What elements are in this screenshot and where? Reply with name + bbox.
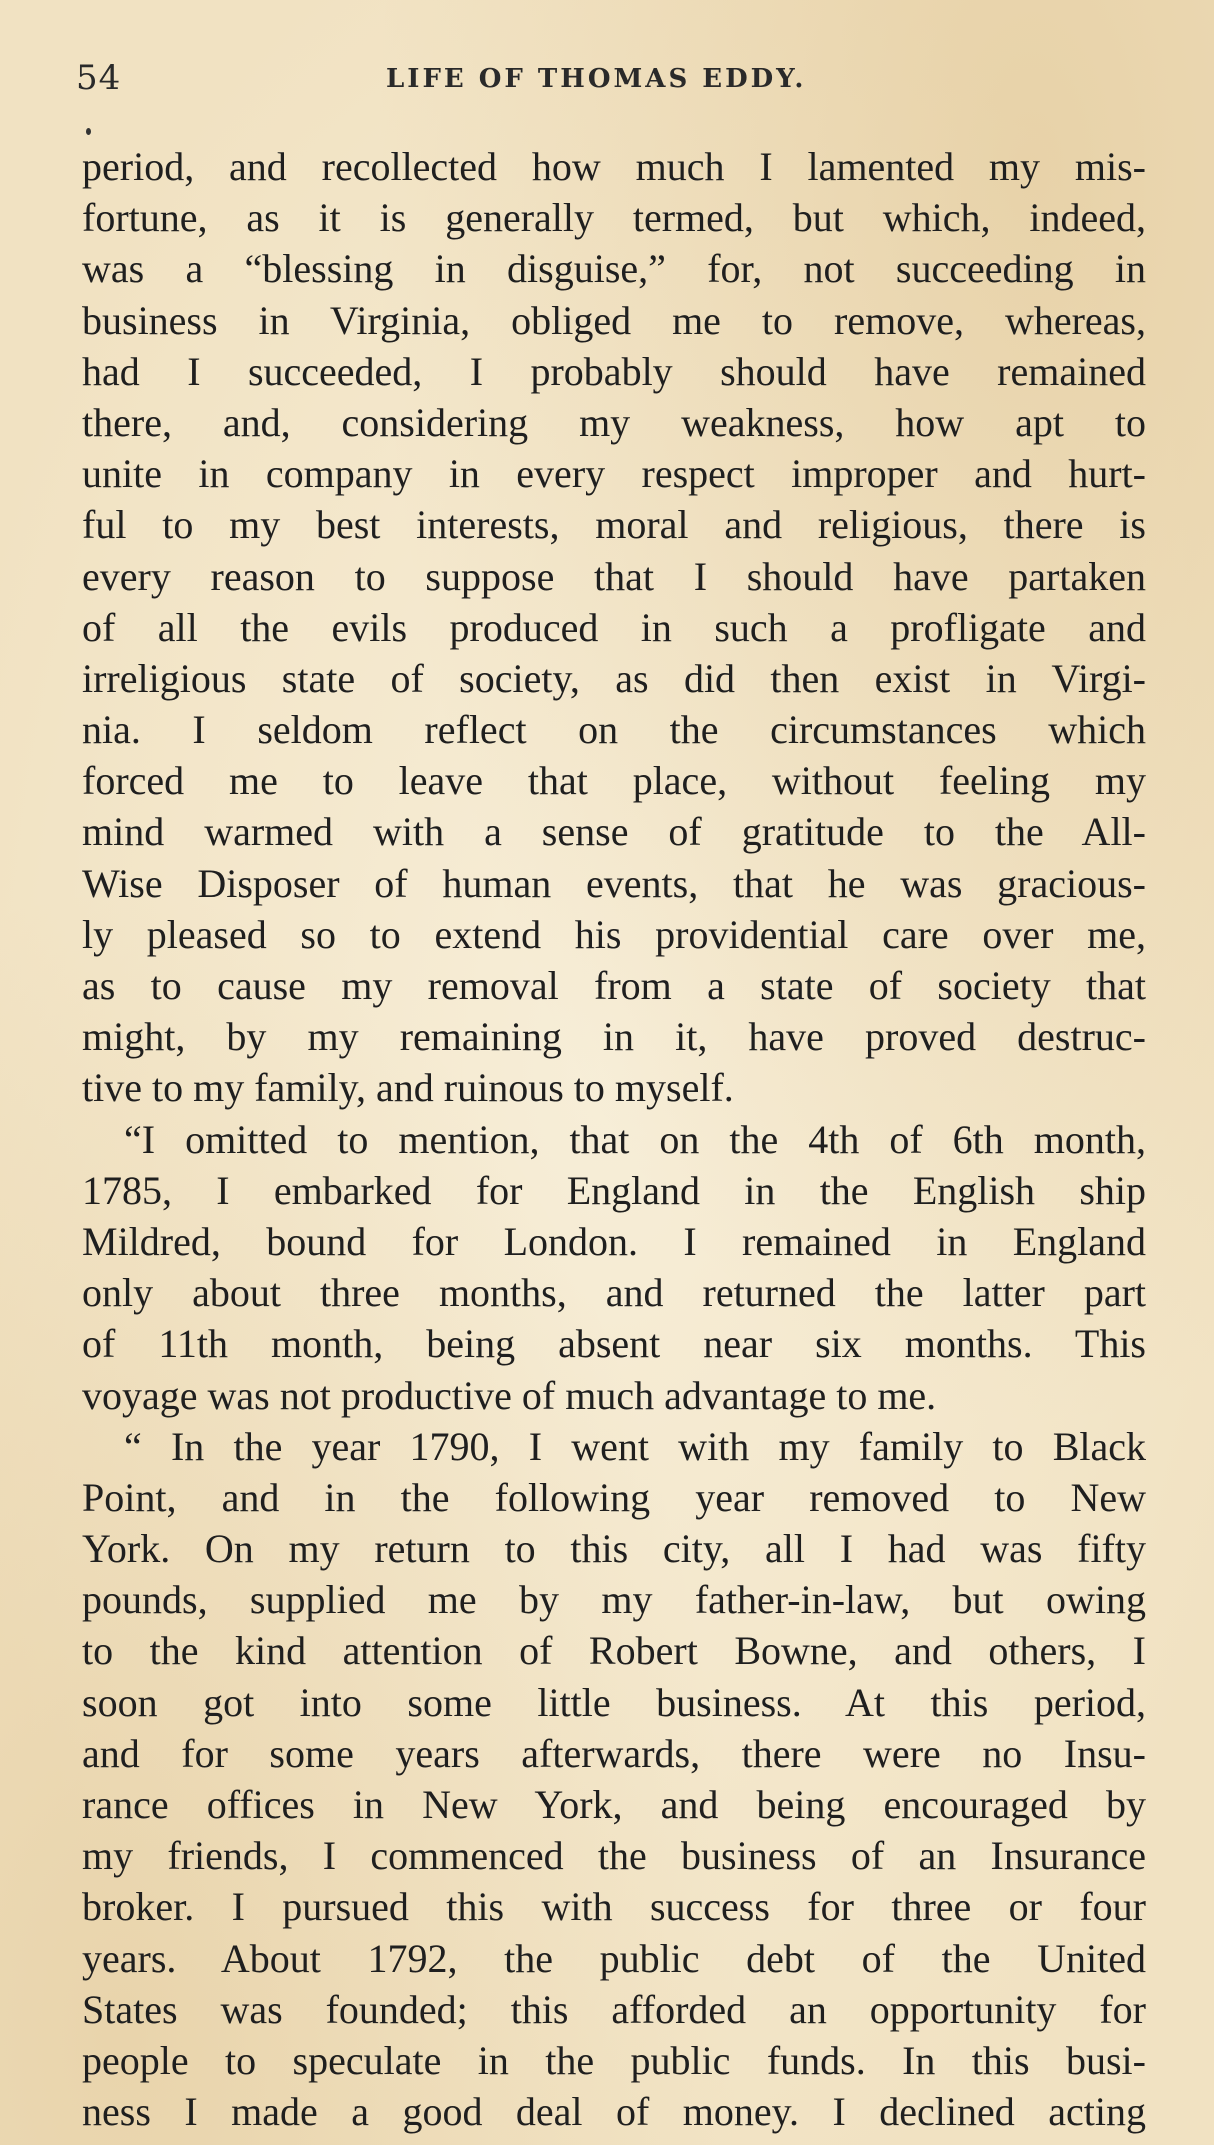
text-line: as to cause my removal from a state of society that [82,963,1146,1008]
text-line: period, and recollected how much I lamented my mis- [82,144,1146,189]
text-line: ness I made a good deal of money. I declined acting [82,2089,1146,2135]
book-title: LIFE OF THOMAS EDDY. [386,64,807,94]
text-line: voyage was not productive of much advantage to me. [82,1372,937,1418]
text-line: unite in company in every respect improper and hurt- [82,451,1146,497]
text-line: ful to my best interests, moral and religious, there is [82,502,1146,548]
text-line: forced me to leave that place, without feeling my [82,758,1146,804]
text-line: years. About 1792, the public debt of the United [82,1935,1146,1981]
text-line: tive to my family, and ruinous to myself. [82,1065,734,1111]
text-line: was a “blessing in disguise,” for, not succeeding in [82,246,1146,292]
text-line: York. On my return to this city, all I had was fifty [82,1526,1146,1572]
text-line: mind warmed with a sense of gratitude to the All- [82,809,1146,855]
text-line: my friends, I commenced the business of an Insurance [82,1833,1146,1879]
text-line: “ In the year 1790, I went with my family to Black [124,1423,1146,1469]
text-line: to the kind attention of Robert Bowne, and others, I [82,1628,1146,1674]
text-line: ly pleased so to extend his providential care over me, [82,911,1146,957]
text-line: of 11th month, being absent near six months. This [82,1321,1146,1367]
text-line: pounds, supplied me by my father-in-law, but owing [82,1577,1146,1623]
text-line: 1785, I embarked for England in the English ship [82,1167,1146,1213]
text-line: of all the evils produced in such a profligate and [82,604,1146,650]
text-line: soon got into some little business. At this period, [82,1679,1146,1725]
body-text [82,141,1146,2137]
text-line: fortune, as it is generally termed, but which, indeed, [82,195,1146,241]
text-line: Point, and in the following year removed to New [82,1474,1146,1520]
text-line: irreligious state of society, as did then exist in Virgi- [82,655,1146,701]
text-line: rance offices in New York, and being encouraged by [82,1782,1146,1827]
page-number: 54 [76,58,122,98]
ink-speck [86,128,91,135]
text-line: States was founded; this afforded an opportunity for [82,1986,1146,2032]
text-line: there, and, considering my weakness, how apt to [82,399,1146,445]
text-line: had I succeeded, I probably should have remained [82,348,1146,394]
text-line: broker. I pursued this with success for three or four [82,1884,1146,1930]
text-line: Mildred, bound for London. I remained in England [82,1218,1146,1264]
text-line: business in Virginia, obliged me to remove, whereas, [82,297,1146,343]
text-line: Wise Disposer of human events, that he was gracious- [82,860,1146,906]
text-line: and for some years afterwards, there were no Insu- [82,1730,1146,1776]
text-line: every reason to suppose that I should have partaken [82,553,1146,599]
text-line: only about three months, and returned the latter part [82,1270,1146,1316]
text-line: nia. I seldom reflect on the circumstances which [82,707,1146,753]
text-line: people to speculate in the public funds. In this busi- [82,2037,1146,2083]
text-line: might, by my remaining in it, have proved destruc- [82,1014,1146,1060]
running-head [76,58,1142,108]
text-line: “I omitted to mention, that on the 4th of 6th month, [124,1116,1146,1162]
